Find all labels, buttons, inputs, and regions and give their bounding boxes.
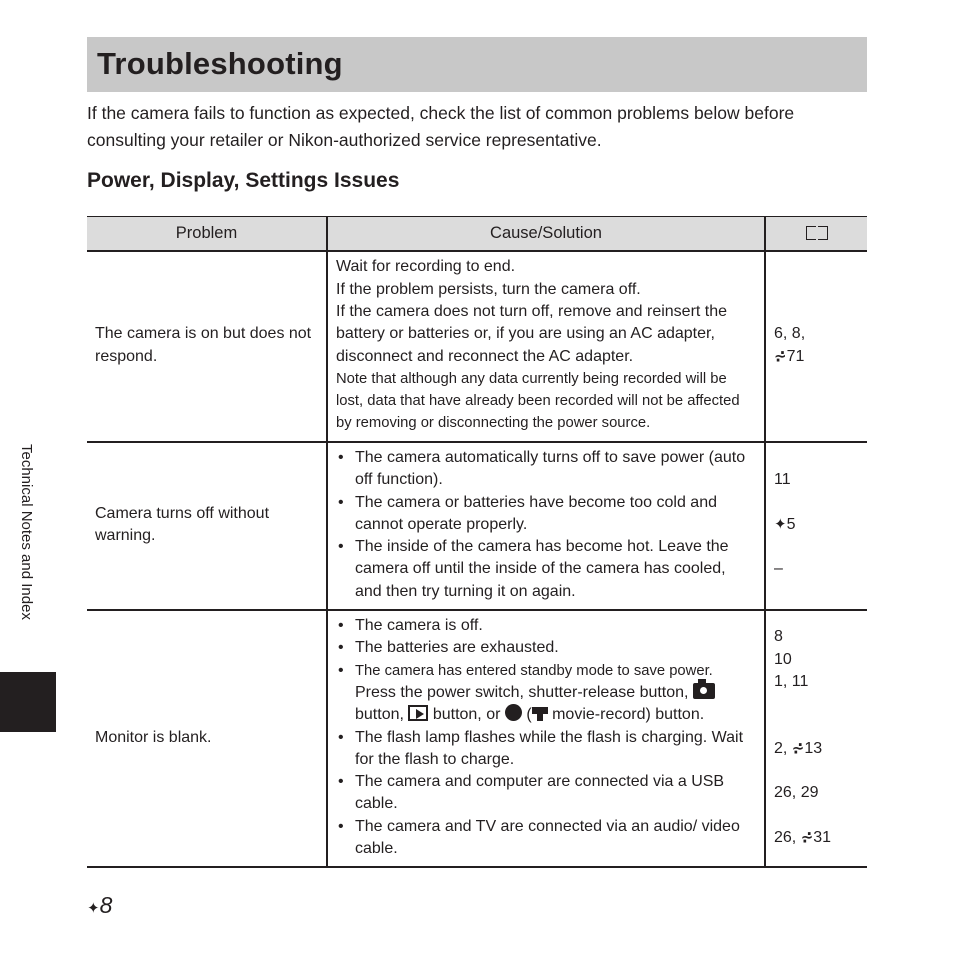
cause-line: If the camera does not turn off, remove and reinsert the battery or batteries or, if you are using an AC adapter, disconnect and reconnect the AC adapter.	[336, 302, 728, 365]
intro-paragraph: If the camera fails to function as expected, check the list of common problems below before consulting your retailer or Nikon-authorized service representative.	[87, 103, 795, 150]
reference-cell	[765, 251, 867, 442]
reference-page: 8	[774, 628, 783, 646]
problem-cell: The camera is on but does not respond.	[87, 251, 327, 442]
bullet-text: The inside of the camera has become hot. Leave the camera off until the inside of the camera has cooled, and then try turning it on again.	[355, 538, 729, 600]
cause-cell	[327, 442, 765, 610]
page-title: Troubleshooting	[97, 46, 343, 81]
reference-page: –	[774, 560, 783, 578]
table-row	[87, 251, 867, 442]
reference-page: 1, 11	[774, 672, 809, 690]
list-item: • The camera has entered standby mode to save power. Press the power switch, shutter-release button, button, button, or ( movie-record) button.	[336, 660, 756, 727]
reference-section	[774, 738, 859, 760]
record-icon	[505, 704, 522, 721]
header-reference	[765, 217, 867, 252]
table-header-row	[87, 217, 867, 252]
bullet-text: button, or	[428, 706, 505, 724]
reference-binoculars-icon: ⩫	[800, 828, 814, 846]
bullet-text: The camera or batteries have become too cold and cannot operate properly.	[355, 493, 717, 533]
reference-page: 6, 8,	[774, 325, 806, 343]
table-row	[87, 442, 867, 610]
list-item: • The camera or batteries have become too cold and cannot operate properly.	[338, 493, 717, 533]
header-cause: Cause/Solution	[327, 217, 765, 252]
reference-value: 71	[786, 347, 805, 365]
list-item: • The camera is off.	[338, 617, 483, 635]
troubleshooting-table	[87, 216, 867, 868]
list-item: • The batteries are exhausted.	[338, 639, 559, 657]
reference-section	[774, 514, 859, 536]
bullet-text: (	[521, 706, 532, 724]
reference-cell	[765, 610, 867, 867]
reference-value: 5	[786, 515, 796, 533]
bullet-text: movie-record) button.	[547, 706, 705, 724]
technical-notes-icon: ✦	[87, 900, 100, 917]
cause-note: Note that although any data currently being recorded will be lost, data that have already been recorded will not be affected by removing or disconnecting the power source.	[336, 370, 740, 432]
playback-icon	[408, 705, 428, 721]
book-icon	[806, 226, 828, 240]
side-label: Technical Notes and Index	[18, 444, 35, 620]
reference-value: 2,	[774, 739, 788, 757]
bullet-text: button,	[355, 706, 409, 724]
reference-section	[774, 827, 859, 849]
page-number-value: 8	[99, 892, 113, 918]
title-bar	[87, 37, 867, 92]
problem-cell: Camera turns off without warning.	[87, 442, 327, 610]
bullet-text: The flash lamp flashes while the flash is charging. Wait for the flash to charge.	[355, 728, 744, 768]
technical-notes-icon: ✦	[774, 515, 787, 533]
list-item: • The flash lamp flashes while the flash is charging. Wait for the flash to charge.	[338, 728, 744, 768]
bullet-text: The camera and TV are connected via an audio/ video cable.	[355, 817, 740, 858]
cause-line: Wait for recording to end.	[336, 258, 516, 276]
reference-value: 31	[813, 828, 832, 846]
bullet-text: The camera has entered standby mode to save power.	[355, 662, 713, 679]
page-number	[87, 892, 112, 919]
reference-section	[774, 346, 859, 368]
bullet-text: The batteries are exhausted.	[355, 639, 559, 657]
cause-cell	[327, 610, 765, 867]
problem-cell: Monitor is blank.	[87, 610, 327, 867]
reference-cell	[765, 442, 867, 610]
reference-value: 13	[804, 739, 823, 757]
reference-page: 11	[774, 471, 791, 489]
bullet-text: The camera is off.	[355, 617, 483, 635]
section-heading: Power, Display, Settings Issues	[87, 169, 400, 192]
list-item: • The camera automatically turns off to save power (auto off function).	[338, 449, 746, 489]
movie-icon	[532, 705, 548, 721]
bullet-text: The camera automatically turns off to save power (auto off function).	[355, 449, 746, 489]
reference-page: 26, 29	[774, 784, 819, 802]
reference-binoculars-icon: ⩫	[791, 739, 805, 757]
bullet-text: The camera and computer are connected via a USB cable.	[355, 773, 725, 813]
list-item: • The camera and TV are connected via an audio/ video cable.	[338, 817, 740, 858]
reference-binoculars-icon: ⩫	[774, 347, 787, 365]
camera-icon	[693, 683, 715, 699]
bullet-text: Press the power switch, shutter-release button,	[355, 683, 693, 701]
cause-line: If the problem persists, turn the camera off.	[336, 280, 641, 298]
list-item: • The inside of the camera has become hot. Leave the camera off until the inside of the camera has cooled, and then try turning it on again.	[338, 538, 729, 600]
header-problem: Problem	[87, 217, 327, 252]
reference-value: 26,	[774, 828, 797, 846]
chapter-tab	[0, 672, 56, 732]
reference-page: 10	[774, 650, 792, 668]
list-item: • The camera and computer are connected via a USB cable.	[338, 773, 725, 813]
cause-cell	[327, 251, 765, 442]
table-row	[87, 610, 867, 867]
